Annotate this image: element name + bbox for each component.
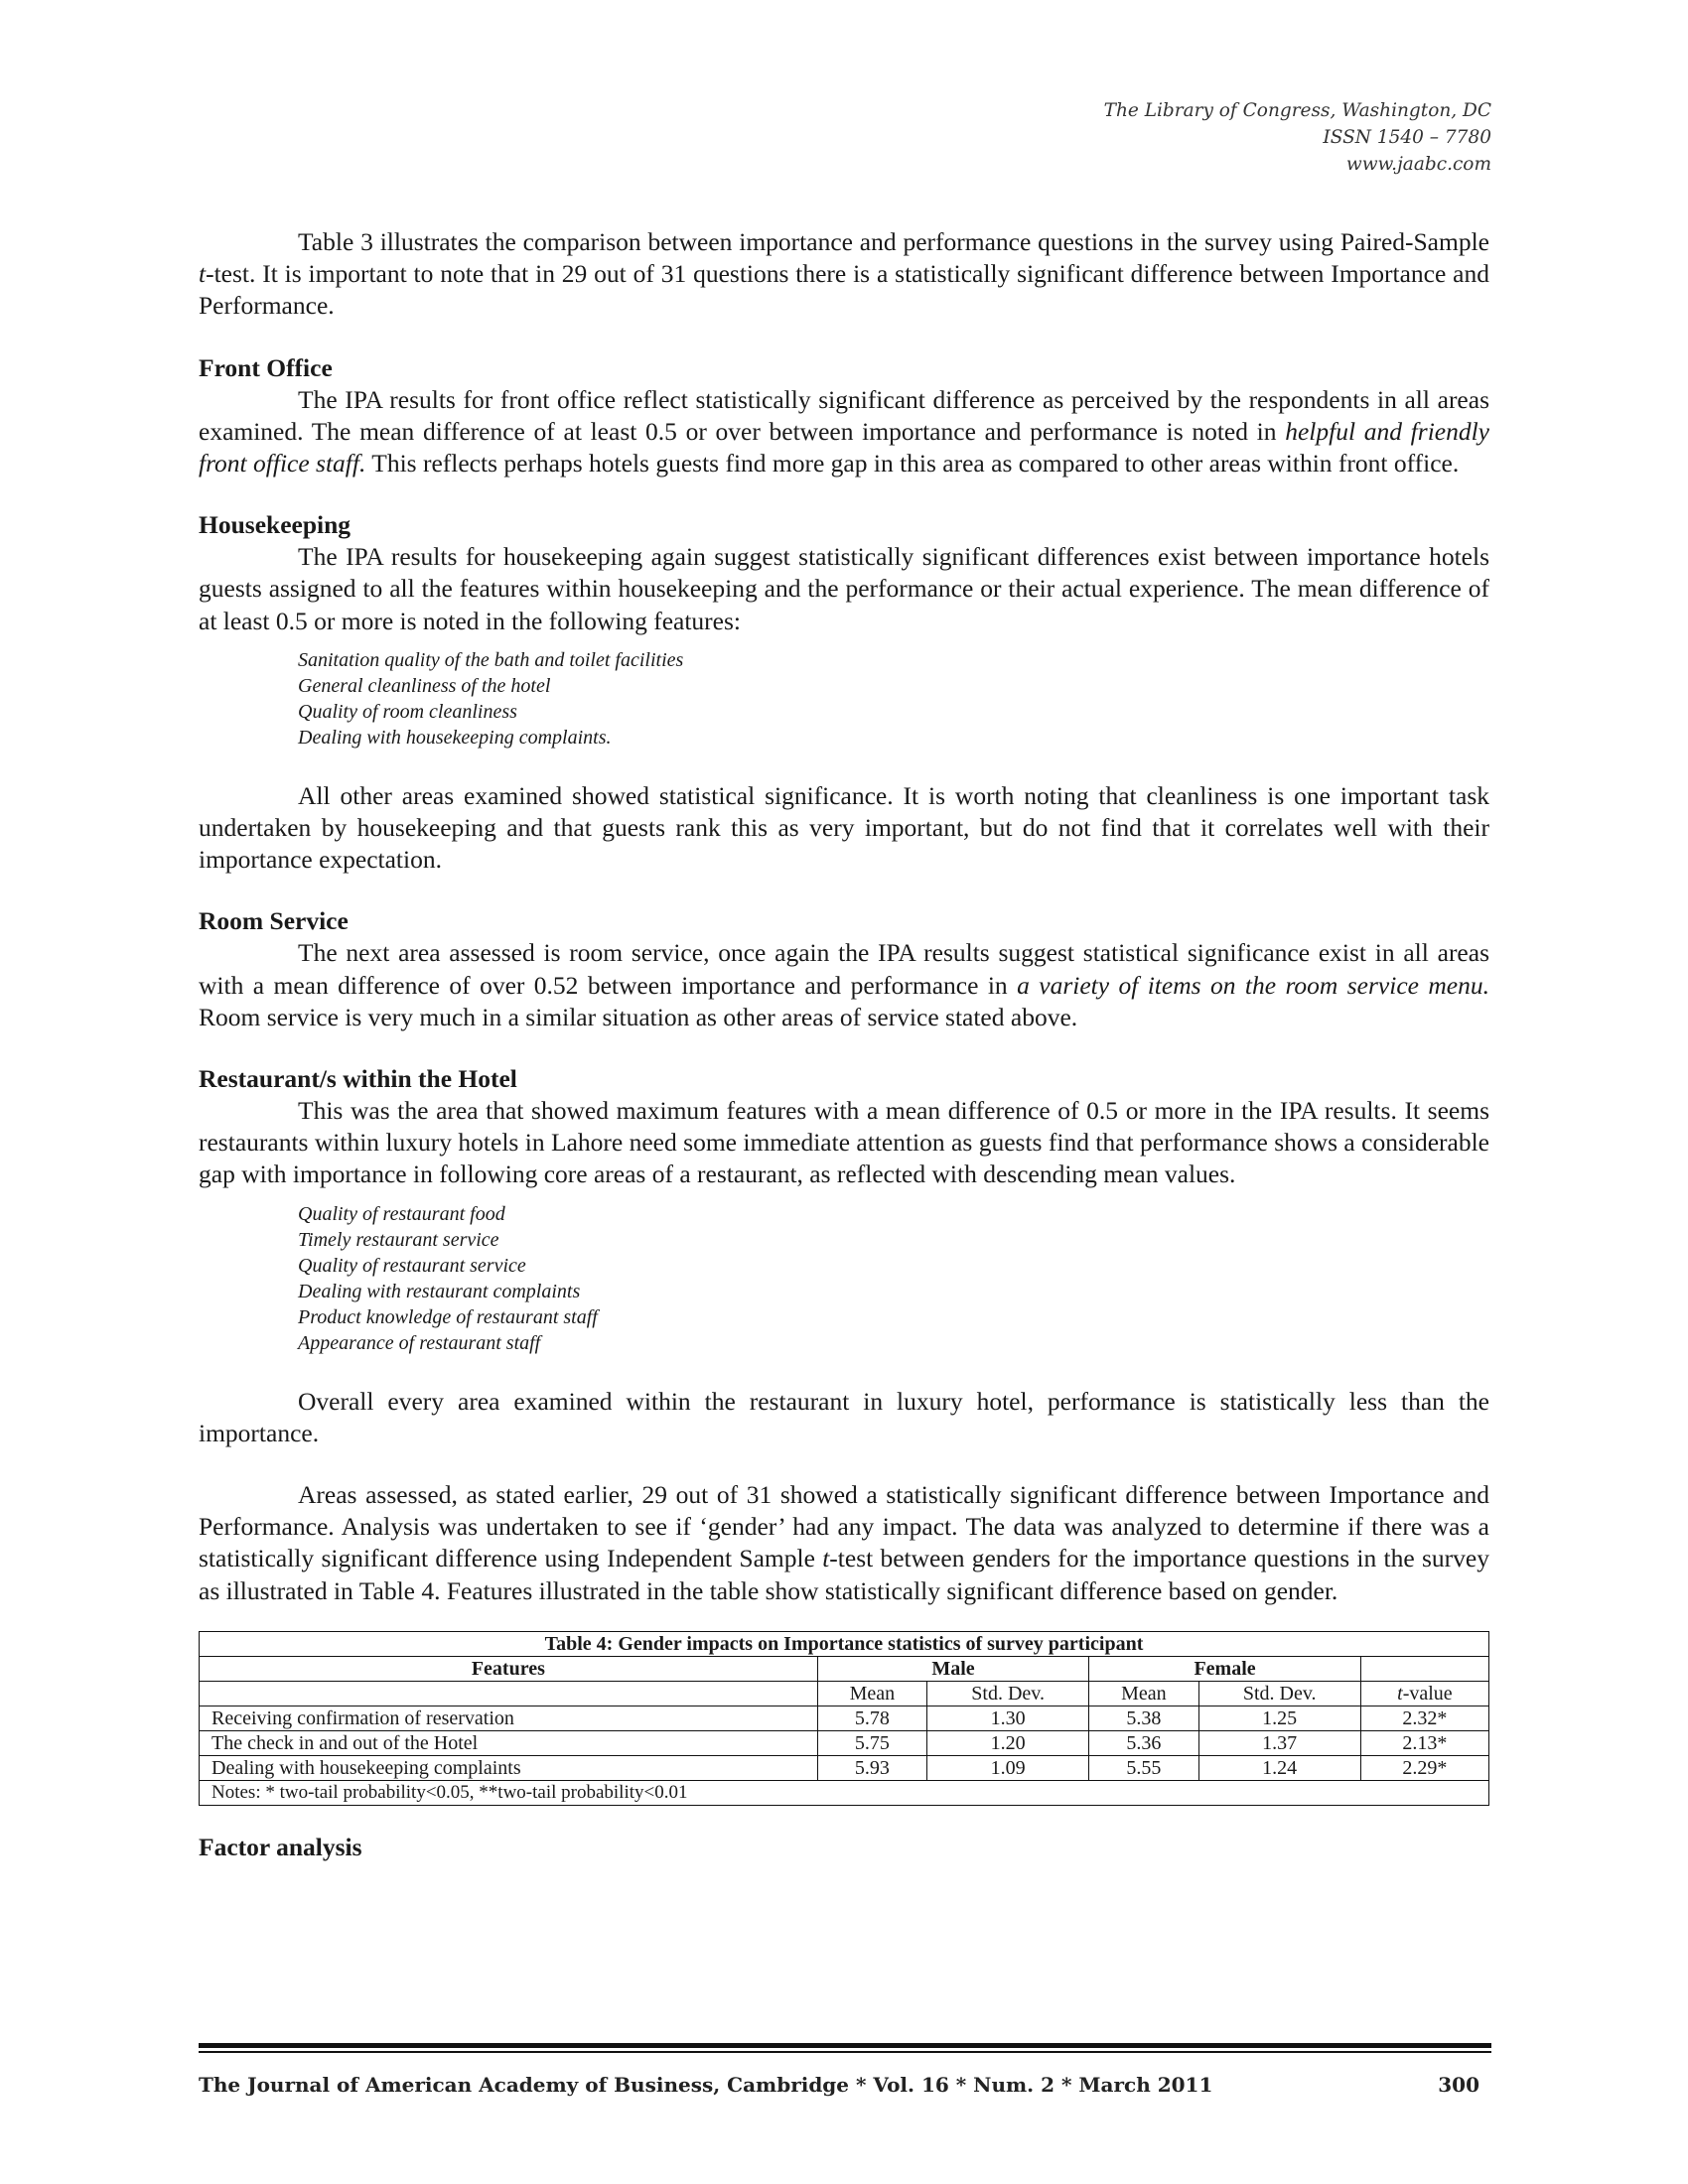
- table-notes: Notes: * two-tail probability<0.05, **two-tail probability<0.01: [200, 1780, 1489, 1805]
- page-footer: [199, 2073, 1479, 2097]
- col-header-male: Male: [817, 1656, 1089, 1681]
- masthead: [1104, 97, 1491, 178]
- list-item: Quality of room cleanliness: [298, 700, 517, 723]
- list-item: General cleanliness of the hotel: [298, 674, 551, 697]
- list-item: Timely restaurant service: [298, 1228, 499, 1251]
- col-header-blank: [1360, 1656, 1488, 1681]
- room-service-paragraph: The next area assessed is room service, once again the IPA results suggest statistical significance exist in all areas with a mean difference of over 0.52 between importance and performance in a variety of items on the room service menu. Room service is very much in a similar situation as other areas of service stated above.: [199, 938, 1489, 1031]
- subheader-blank: [200, 1681, 818, 1706]
- subheader-male-sd: Std. Dev.: [926, 1681, 1088, 1706]
- subheader-female-mean: Mean: [1089, 1681, 1198, 1706]
- list-item: Product knowledge of restaurant staff: [298, 1305, 598, 1328]
- housekeeping-feature-list: [298, 647, 1489, 751]
- table-row: The check in and out of the Hotel 5.75 1.20 5.36 1.37 2.13*: [200, 1730, 1489, 1755]
- table-row: Dealing with housekeeping complaints 5.93 1.09 5.55 1.24 2.29*: [200, 1755, 1489, 1780]
- masthead-line-3: www.jaabc.com: [1345, 154, 1491, 175]
- restaurant-paragraph-2: Overall every area examined within the restaurant in luxury hotel, performance is statistically less than the importance.: [199, 1386, 1489, 1447]
- restaurant-paragraph: This was the area that showed maximum features with a mean difference of 0.5 or more in the IPA results. It seems restaurants within luxury hotels in Lahore need some immediate attention as guests find that performance shows a considerable gap with importance in following core areas of a restaurant, as reflected with descending mean values.: [199, 1096, 1489, 1189]
- table-4: [199, 1631, 1489, 1806]
- article-body: [199, 226, 1489, 1863]
- housekeeping-paragraph-2: All other areas examined showed statistical significance. It is worth noting that cleanliness is one important task undertaken by housekeeping and that guests rank this as very important, but do not find that it correlates well with their importance expectation.: [199, 780, 1489, 875]
- list-item: Quality of restaurant food: [298, 1202, 505, 1225]
- front-office-paragraph: The IPA results for front office reflect statistically significant difference as perceived by the respondents in all areas examined. The mean difference of at least 0.5 or over between importance and performance is noted in helpful and friendly front office staff. This reflects perhaps hotels guests find more gap in this area as compared to other areas within front office.: [199, 384, 1489, 478]
- list-item: Dealing with restaurant complaints: [298, 1280, 581, 1302]
- heading-factor-analysis: Factor analysis: [199, 1832, 362, 1861]
- masthead-line-2: ISSN 1540 – 7780: [1323, 127, 1491, 148]
- heading-housekeeping: Housekeeping: [199, 510, 352, 540]
- subheader-female-sd: Std. Dev.: [1198, 1681, 1360, 1706]
- list-item: Sanitation quality of the bath and toilet facilities: [298, 648, 684, 671]
- footer-rule: [199, 2043, 1491, 2048]
- subheader-male-mean: Mean: [817, 1681, 926, 1706]
- heading-front-office: Front Office: [199, 352, 333, 382]
- page-number: 300: [1438, 2073, 1479, 2097]
- subheader-t-value: t-value: [1360, 1681, 1488, 1706]
- footer-rule-thin: [199, 2051, 1491, 2053]
- col-header-female: Female: [1089, 1656, 1361, 1681]
- journal-citation: The Journal of American Academy of Business, Cambridge * Vol. 16 * Num. 2 * March 2011: [199, 2073, 1213, 2097]
- table-row: Receiving confirmation of reservation 5.78 1.30 5.38 1.25 2.32*: [200, 1706, 1489, 1730]
- heading-restaurant: Restaurant/s within the Hotel: [199, 1064, 517, 1094]
- masthead-line-1: The Library of Congress, Washington, DC: [1103, 100, 1491, 121]
- col-header-features: Features: [200, 1656, 818, 1681]
- heading-room-service: Room Service: [199, 906, 349, 936]
- table-caption: Table 4: Gender impacts on Importance statistics of survey participant: [200, 1631, 1489, 1656]
- restaurant-feature-list: [298, 1201, 1489, 1356]
- gender-paragraph: Areas assessed, as stated earlier, 29 out of 31 showed a statistically significant difference between Importance and Performance. Analysis was undertaken to see if ‘gender’ had any impact. The data was analyzed to determine if there was a statistically significant difference using Independent Sample t-test between genders for the importance questions in the survey as illustrated in Table 4. Features illustrated in the table show statistically significant difference based on gender.: [199, 1480, 1489, 1605]
- list-item: Appearance of restaurant staff: [298, 1331, 541, 1354]
- list-item: Dealing with housekeeping complaints.: [298, 726, 612, 749]
- housekeeping-paragraph: The IPA results for housekeeping again suggest statistically significant differences exist between importance hotels guests assigned to all the features within housekeeping and the performance or their actual experience. The mean difference of at least 0.5 or more is noted in the following features:: [199, 542, 1489, 635]
- intro-paragraph: Table 3 illustrates the comparison between importance and performance questions in the survey using Paired-Sample t-test. It is important to note that in 29 out of 31 questions there is a statistically significant difference between Importance and Performance.: [199, 227, 1489, 321]
- list-item: Quality of restaurant service: [298, 1254, 526, 1277]
